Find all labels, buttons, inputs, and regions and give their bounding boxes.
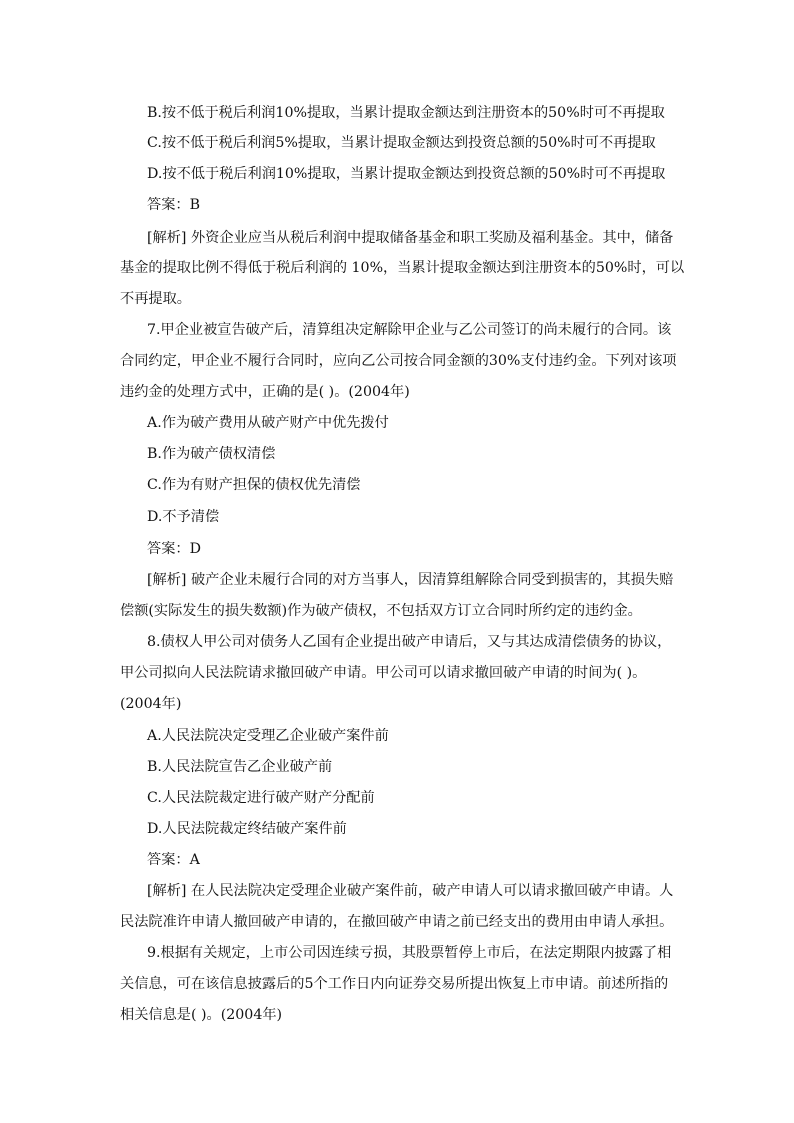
question-line: 关信息，可在该信息披露后的5个工作日内向证券交易所提出恢复上市申请。前述所指的: [120, 976, 669, 992]
question-line: 相关信息是( )。(2004年): [120, 1007, 283, 1023]
option-c: C.按不低于税后利润5%提取，当累计提取金额达到投资总额的50%时可不再提取: [147, 135, 656, 151]
answer: 答案：B: [147, 197, 200, 213]
option-d: D.按不低于税后利润10%提取，当累计提取金额达到投资总额的50%时可不再提取: [147, 166, 666, 182]
option-c: C.人民法院裁定进行破产财产分配前: [147, 790, 375, 806]
option-b: B.按不低于税后利润10%提取，当累计提取金额达到注册资本的50%时可不再提取: [147, 105, 665, 121]
question-7: 7.甲企业被宣告破产后，清算组决定解除甲企业与乙公司签订的尚未履行的合同。该: [147, 322, 672, 338]
question-line: 违约金的处理方式中，正确的是( )。(2004年): [120, 384, 410, 400]
option-b: B.人民法院宣告乙企业破产前: [147, 759, 333, 775]
analysis-line: 基金的提取比例不得低于税后利润的 10%，当累计提取金额达到注册资本的50%时，可以: [120, 260, 685, 276]
question-8: 8.债权人甲公司对债务人乙国有企业提出破产申请后，又与其达成清偿债务的协议，: [147, 634, 672, 650]
option-d: D.不予清偿: [147, 509, 220, 525]
analysis-line: [解析] 在人民法院决定受理企业破产案件前，破产申请人可以请求撤回破产申请。人: [147, 883, 674, 899]
option-a: A.人民法院决定受理乙企业破产案件前: [147, 728, 389, 744]
answer: 答案：A: [147, 852, 200, 868]
option-c: C.作为有财产担保的债权优先清偿: [147, 477, 361, 493]
analysis-line: 不再提取。: [120, 291, 191, 307]
option-a: A.作为破产费用从破产财产中优先拨付: [147, 415, 389, 431]
analysis-line: 偿额(实际发生的损失数额)作为破产债权，不包括双方订立合同时所约定的违约金。: [120, 603, 642, 619]
analysis-line: 民法院准许申请人撤回破产申请的，在撤回破产申请之前已经支出的费用由申请人承担。: [120, 914, 674, 930]
question-line: (2004年): [120, 696, 182, 712]
analysis-line: [解析] 外资企业应当从税后利润中提取储备基金和职工奖励及福利基金。其中，储备: [147, 230, 674, 246]
option-b: B.作为破产债权清偿: [147, 446, 276, 462]
question-line: 合同约定，甲企业不履行合同时，应向乙公司按合同金额的30%支付违约金。下列对该项: [120, 353, 677, 369]
answer: 答案：D: [147, 541, 201, 557]
option-d: D.人民法院裁定终结破产案件前: [147, 821, 347, 837]
analysis-line: [解析] 破产企业未履行合同的对方当事人，因清算组解除合同受到损害的，其损失赔: [147, 572, 674, 588]
question-line: 甲公司拟向人民法院请求撤回破产申请。甲公司可以请求撤回破产申请的时间为( )。: [120, 665, 647, 681]
question-9: 9.根据有关规定，上市公司因连续亏损，其股票暂停上市后，在法定期限内披露了相: [147, 945, 672, 961]
